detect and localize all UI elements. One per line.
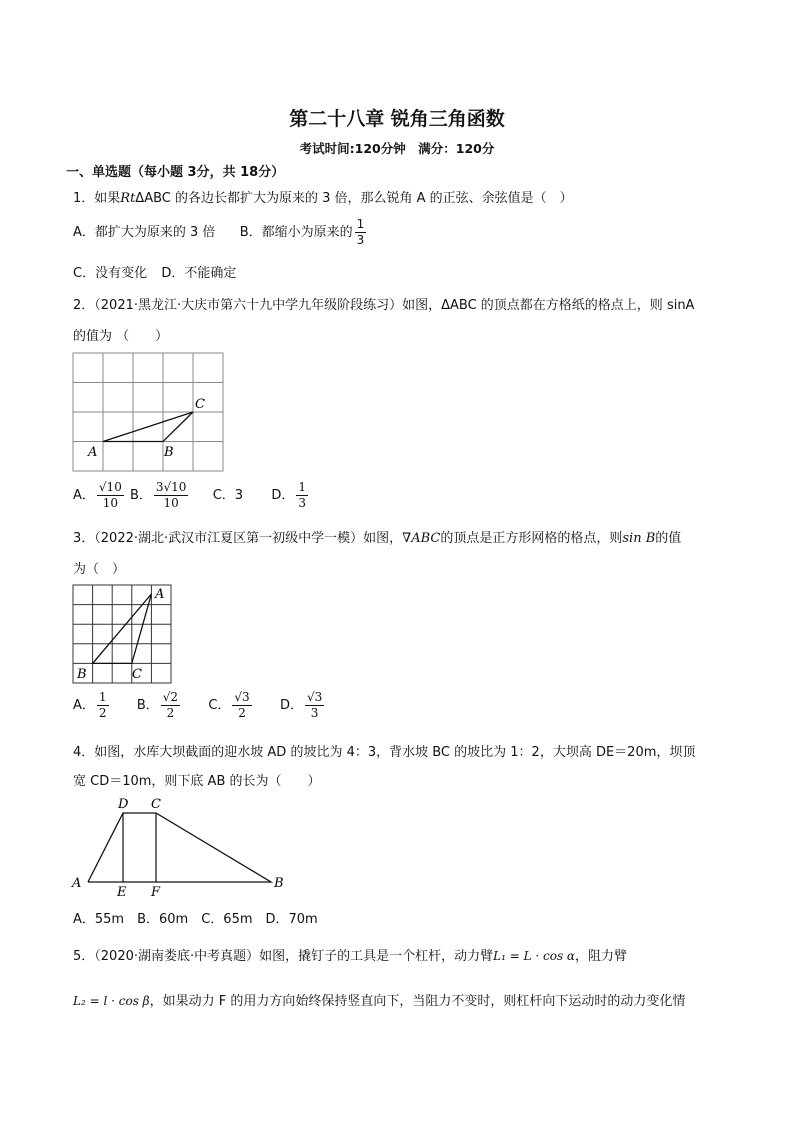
q3-option-b-label: B．: [136, 698, 159, 713]
q2-triangle: [103, 412, 193, 442]
question-1-options-ab: [73, 217, 368, 248]
q1-rest: ΔABC 的各边长都扩大为原来的 3 倍，那么锐角 A 的正弦、余弦值是（ ）: [135, 191, 573, 206]
question-5-line-2: [73, 990, 685, 1009]
q4-dam-outline: [88, 813, 271, 882]
question-1-options-cd: [73, 262, 236, 281]
q3-end: 的值: [655, 531, 682, 546]
q2-option-c: C．3: [212, 488, 244, 503]
q2-option-a-label: A．: [73, 488, 95, 503]
q4-label-c: C: [151, 797, 161, 812]
question-4-line-2: 宽 CD＝10m，则下底 AB 的长为（ ）: [73, 774, 321, 789]
page-title: 第二十八章 锐角三角函数: [289, 108, 505, 130]
q3-grid-figure: [68, 580, 178, 684]
q3-triangle-symbol: ∇ABC: [402, 531, 441, 546]
q5-formula-l1: L₁ = L · cos α: [493, 949, 576, 963]
question-4-options: A．55m B．60m C．65m D．70m: [73, 912, 318, 927]
question-2-options: [73, 480, 310, 511]
question-1-stem: [73, 187, 573, 206]
q3-label-b: B: [77, 667, 87, 682]
exam-info: 考试时间:120分钟 满分：120分: [299, 141, 495, 156]
q5-end: ，阻力臂: [575, 949, 628, 964]
q2-option-b-label: B．: [129, 488, 152, 503]
q1-rt: Rt: [120, 191, 136, 206]
q1-option-a: A．都扩大为原来的 3 倍: [73, 225, 216, 240]
q3-mid: 的顶点是正方形网格的格点，则: [440, 531, 623, 546]
q5-prefix: 5．（2020·湖南娄底·中考真题）如图，撬钉子的工具是一个杠杆，动力臂: [73, 949, 494, 964]
question-4-line-1: 4．如图，水库大坝截面的迎水坡 AD 的坡比为 4：3，背水坡 BC 的坡比为 1：2，大坝高 DE＝20m，坝顶: [73, 745, 696, 760]
q3-label-a: A: [155, 587, 165, 602]
q5-rest: ，如果动力 F 的用力方向始终保持竖直向下，当阻力不变时，则杠杆向下运动时的动力变化情: [149, 994, 686, 1009]
question-3-line-2: 为（ ）: [73, 562, 126, 577]
q2-grid-figure: [68, 348, 228, 476]
q2-option-a-fraction: $\frac{√10}{10}$: [98, 480, 122, 510]
q3-option-c-fraction: $\frac{√3}{2}$: [234, 690, 250, 720]
q3-option-d-label: D．: [279, 698, 303, 713]
q3-option-a-label: A．: [73, 698, 95, 713]
q4-label-f: F: [151, 885, 161, 900]
question-3-options: [73, 690, 326, 721]
q1-option-b-fraction: $\frac{1}{3}$: [356, 217, 365, 247]
q4-dam-figure: [68, 792, 298, 902]
q5-formula-l2: L₂ = l · cos β: [73, 994, 150, 1008]
section-heading: 一、单选题（每小题 3分，共 18分）: [66, 165, 285, 180]
question-2-line-1: 2．（2021·黑龙江·大庆市第六十九中学九年级阶段练习）如图，ΔABC 的顶点都在方格纸的格点上，则 sinA: [73, 298, 695, 313]
q2-label-c: C: [195, 397, 205, 412]
q1-option-b: B．都缩小为原来的: [239, 225, 353, 240]
q2-label-a: A: [88, 445, 98, 460]
question-5-line-1: [73, 945, 627, 964]
q3-option-b-fraction: $\frac{√2}{2}$: [162, 690, 179, 720]
q3-prefix: 3．（2022·湖北·武汉市江夏区第一初级中学一模）如图，: [73, 531, 403, 546]
q1-prefix: 1．如果: [73, 191, 121, 206]
q4-label-b: B: [274, 876, 284, 891]
q3-option-d-fraction: $\frac{√3}{3}$: [306, 690, 323, 720]
q3-option-c-label: C．: [208, 698, 231, 713]
q1-option-d: D．不能确定: [161, 266, 237, 281]
q4-label-e: E: [117, 885, 127, 900]
question-3-line-1: [73, 527, 681, 546]
q3-label-c: C: [132, 667, 142, 682]
q2-option-d-fraction: $\frac{1}{3}$: [298, 480, 307, 510]
q2-label-b: B: [164, 445, 174, 460]
question-2-line-2: 的值为 （ ）: [73, 329, 169, 344]
q2-option-b-fraction: $\frac{3√10}{10}$: [155, 480, 187, 510]
q4-label-a: A: [72, 876, 82, 891]
q3-sin-b: sin B: [622, 531, 656, 546]
q2-option-d-label: D．: [271, 488, 295, 503]
q1-option-c: C．没有变化: [73, 266, 148, 281]
q4-label-d: D: [118, 797, 129, 812]
q3-option-a-fraction: $\frac{1}{2}$: [98, 690, 107, 720]
